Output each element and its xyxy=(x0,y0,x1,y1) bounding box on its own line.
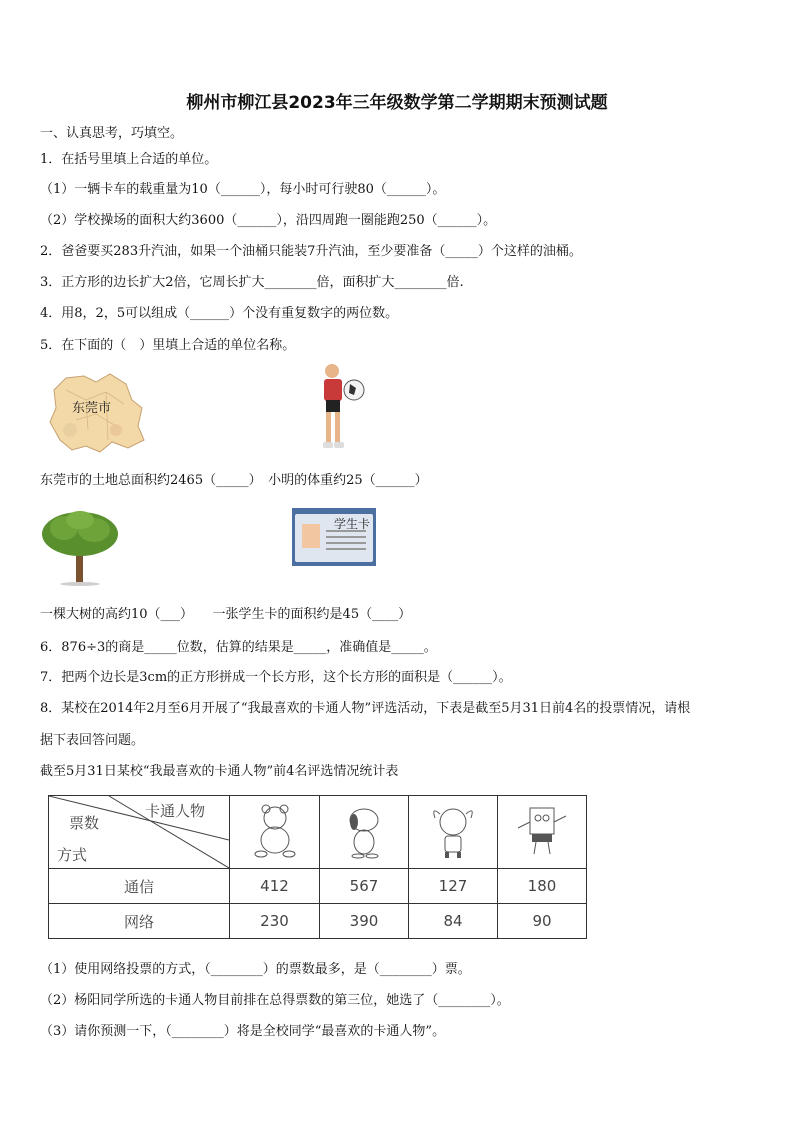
page-title: 柳州市柳江县2023年三年级数学第二学期期末预测试题 xyxy=(186,93,608,113)
row-label: 通信 xyxy=(49,869,230,904)
question-5: 5．在下面的（ ）里填上合适的单位名称。 xyxy=(40,338,296,353)
table-caption: 截至5月31日某校“我最喜欢的卡通人物”前4名评选情况统计表 xyxy=(40,764,399,779)
child-with-ball-image xyxy=(316,362,366,458)
spongebob-icon xyxy=(512,800,572,860)
map-label: 东莞市 xyxy=(72,401,112,416)
pooh-bear-icon xyxy=(245,800,305,860)
dongguan-map-image xyxy=(46,370,146,458)
goat-icon xyxy=(423,800,483,860)
snoopy-icon xyxy=(334,800,394,860)
section-heading: 一、认真思考，巧填空。 xyxy=(40,126,184,141)
table-cell: 412 xyxy=(230,869,320,904)
table-cell: 390 xyxy=(320,904,409,939)
question-1: 1．在括号里填上合适的单位。 xyxy=(40,152,218,167)
question-5-row-1: 东莞市的土地总面积约2465（_____） 小明的体重约25（______） xyxy=(40,473,428,488)
table-cell: 180 xyxy=(498,869,587,904)
question-8-1: （1）使用网络投票的方式，（________）的票数最多，是（________）票。 xyxy=(40,962,471,977)
table-cell: 84 xyxy=(409,904,498,939)
question-8-3: （3）请你预测一下，（________）将是全校同学“最喜欢的卡通人物”。 xyxy=(40,1024,446,1039)
cartoon-snoopy-cell xyxy=(320,796,409,869)
table-row xyxy=(49,904,587,939)
table-cell: 230 xyxy=(230,904,320,939)
question-3: 3．正方形的边长扩大2倍，它周长扩大________倍，面积扩大________倍. xyxy=(40,275,464,290)
table-row xyxy=(49,869,587,904)
question-8-part-b: 据下表回答问题。 xyxy=(40,733,145,748)
card-label: 学生卡 xyxy=(334,517,371,531)
table-cell: 90 xyxy=(498,904,587,939)
question-2: 2．爸爸要买283升汽油，如果一个油桶只能装7升汽油，至少要准备（_____）个这样的油桶。 xyxy=(40,244,582,259)
cartoon-pooh-cell xyxy=(230,796,320,869)
vote-table xyxy=(48,795,587,939)
question-7: 7．把两个边长是3cm的正方形拼成一个长方形，这个长方形的面积是（______）。 xyxy=(40,670,512,685)
tree-image xyxy=(40,508,120,590)
question-5-row-2: 一棵大树的高约10（___） 一张学生卡的面积约是45（____） xyxy=(40,607,412,622)
question-1-2: （2）学校操场的面积大约3600（______），沿四周跑一圈能跑250（______）。 xyxy=(40,213,497,228)
table-header-diagonal-cell xyxy=(49,796,230,869)
question-8-part-a: 8．某校在2014年2月至6月开展了“我最喜欢的卡通人物”评选活动，下表是截至5月31日前4名的投票情况，请根 xyxy=(40,701,691,716)
cartoon-spongebob-cell xyxy=(498,796,587,869)
question-1-1: （1）一辆卡车的载重量为10（______），每小时可行驶80（______）。 xyxy=(40,182,446,197)
student-card-image xyxy=(292,508,376,570)
question-6: 6．876÷3的商是_____位数，估算的结果是_____，准确值是_____。 xyxy=(40,640,437,655)
header-cartoon-label: 卡通人物 xyxy=(145,802,206,820)
cartoon-goat-cell xyxy=(409,796,498,869)
table-cell: 127 xyxy=(409,869,498,904)
question-8-2: （2）杨阳同学所选的卡通人物目前排在总得票数的第三位，她选了（________）。 xyxy=(40,993,510,1008)
header-method-label: 方式 xyxy=(57,846,88,864)
header-votes-label: 票数 xyxy=(69,814,100,832)
table-cell: 567 xyxy=(320,869,409,904)
row-label: 网络 xyxy=(49,904,230,939)
question-4: 4．用8，2，5可以组成（______）个没有重复数字的两位数。 xyxy=(40,306,399,321)
